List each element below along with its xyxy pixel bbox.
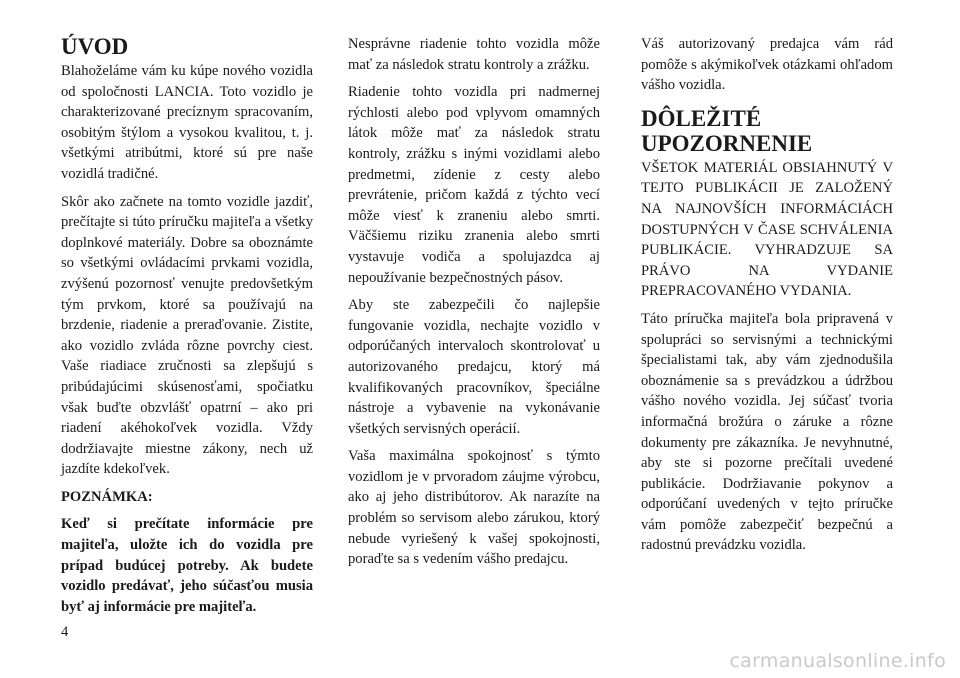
column-middle [348,34,600,577]
section-heading-uvod: ÚVOD [61,34,129,59]
note-body: Keď si prečítate informácie pre majiteľa, uložte ich do vozidla pre prípad budúcej potreby. Ak budete vozidlo predávať, jeho súčasťou musia byť aj informácie pre majiteľa. [61,516,313,615]
note-title: POZNÁMKA: [61,488,153,505]
watermark: carmanualsonline.info [729,650,946,672]
paragraph: Vaša maximálna spokojnosť s týmto vozidlom je v prvoradom záujme výrobcu, ako aj jeho distribútorov. Ak narazíte na problém so servisom alebo zárukou, ktorý nebude vyriešený k vašej spokojnosti, poraďte sa s vedením vášho predajcu. [348,448,600,568]
paragraph: Aby ste zabezpečili čo najlepšie fungovanie vozidla, nechajte vozidlo v odporúčaných intervaloch skontrolovať u autorizovaného predajcu, ktorý má kvalifikovaných pracovníkov, špeciálne nástroje a vybavenie na vykonávanie všetkých servisných operácií. [348,297,600,437]
paragraph: Táto príručka majiteľa bola pripravená v spolupráci so servisnými a technickými špecialistami tak, aby vám zjednodušila oboznámenie sa s prevádzkou a údržbou vášho nového vozidla. Jej súčasť tvoria informačná brožúra o záruke a rôzne dokumenty pre zákazníka. Je nevyhnutné, aby ste si pozorne prečítali uvedené publikácie. Dodržiavanie pokynov a odporúčaní uvedených v tejto príručke vám pomôže zabezpečiť bezpečnú a radostnú prevádzku vozidla. [641,310,893,554]
paragraph: Váš autorizovaný predajca vám rád pomôže s akýmikoľvek otázkami ohľadom vášho vozidla. [641,36,893,94]
paragraph: Riadenie tohto vozidla pri nadmernej rýchlosti alebo pod vplyvom omamných látok môže mať za následok stratu kontroly, zrážku s inými vozidlami alebo predmetmi, zídenie z cesty alebo prevrátenie, pričom každá z týchto vecí môže viesť k zraneniu alebo smrti. Väčšiemu riziku zranenia alebo smrti vystavuje vodiča a spolujazdca aj nepoužívanie bezpečnostných pásov. [348,84,600,286]
page-number: 4 [61,624,69,640]
paragraph: Blahoželáme vám ku kúpe nového vozidla od spoločnosti LANCIA. Toto vozidlo je charakterizované precíznym spracovaním, osobitým štýlom a vysokou kvalitou, t. j. všetkými atribútmi, ktoré sú pre naše vozidlá tradičné. [61,63,313,182]
paragraph: Nesprávne riadenie tohto vozidla môže mať za následok stratu kontroly a zrážku. [348,36,600,73]
column-right [641,34,893,563]
notice-caps-text: VŠETOK MATERIÁL OBSIAHNUTÝ V TEJTO PUBLIKÁCII JE ZALOŽENÝ NA NAJNOVŠÍCH INFORMÁCIÁCH DOSTUPNÝCH V ČASE SCHVÁLENIA PUBLIKÁCIE. VYHRADZUJE SA PRÁVO NA VYDANIE PREPRACOVANÉHO VYDANIA. [641,159,893,300]
section-heading-upozornenie: DÔLEŽITÉ UPOZORNENIE [641,105,813,156]
paragraph: Skôr ako začnete na tomto vozidle jazdiť, prečítajte si túto príručku majiteľa a všetky doplnkové materiály. Dobre sa oboznámte so všetkými ovládacími prvkami vozidla, zvýšenú pozornosť venujte predovšetkým tým prvkom, ktoré sa používajú na brzdenie, riadenie a preraďovanie. Zistite, ako vozidlo zvláda rôzne povrchy ciest. Vaše riadiace zručnosti sa zlepšujú s pribúdajúcimi skúsenosťami, spočiatku však buďte obzvlášť opatrní – ako pri riadení akéhokoľvek vozidla. Vždy dodržiavajte miestne zákony, nech už jazdíte kdekoľvek. [61,193,313,478]
column-left [61,34,313,624]
